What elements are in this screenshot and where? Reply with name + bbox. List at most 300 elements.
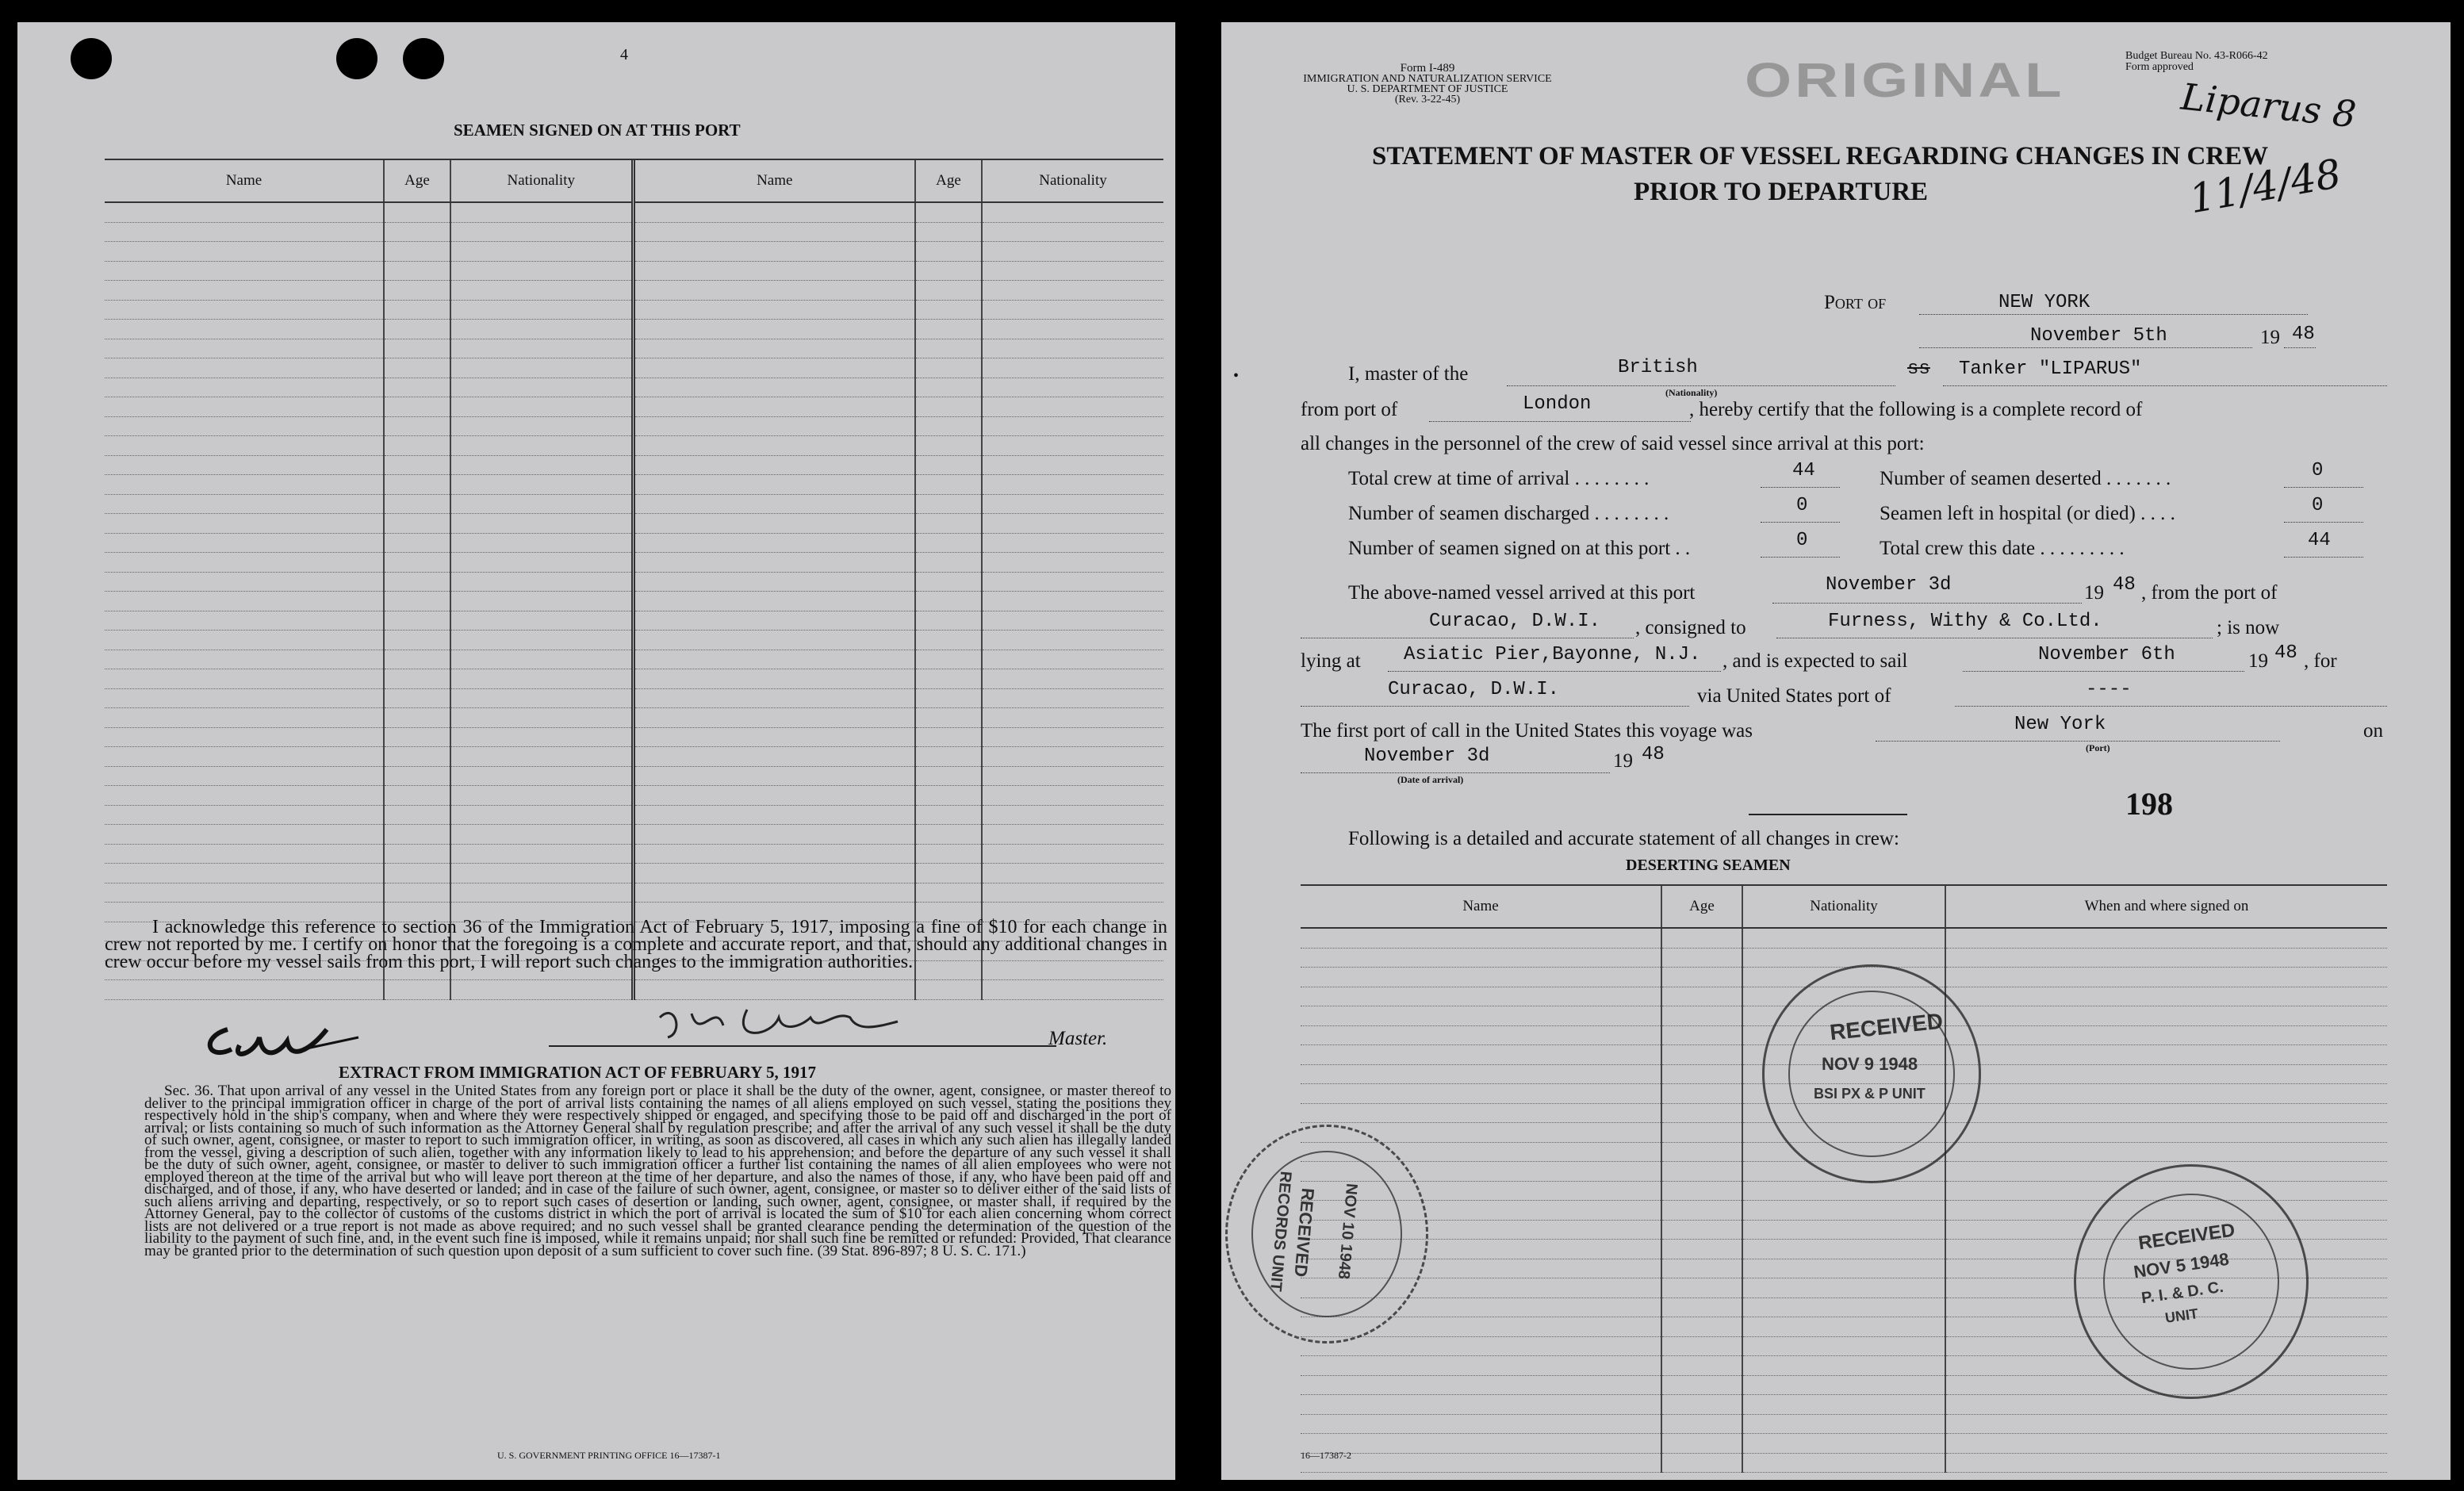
table-cell	[105, 261, 384, 281]
table-cell	[982, 494, 1163, 514]
stamp-text: BSI PX & P UNIT	[1814, 1086, 1926, 1102]
table-cell	[1742, 1453, 1945, 1473]
budget-header	[2125, 51, 2268, 73]
table-row	[1301, 928, 2387, 948]
table-cell	[1661, 1259, 1742, 1278]
table-cell	[384, 416, 450, 436]
table-row	[105, 553, 1163, 573]
table-row	[105, 358, 1163, 378]
table-cell	[450, 708, 633, 728]
value-line	[2284, 557, 2363, 558]
table-cell	[450, 222, 633, 242]
table-cell	[633, 825, 915, 845]
form-header	[1293, 63, 1562, 105]
table-cell	[450, 650, 633, 669]
table-cell	[1301, 987, 1661, 1006]
form-number: Form I-489	[1400, 62, 1455, 75]
table-cell	[633, 222, 915, 242]
column-header: Name	[633, 160, 915, 202]
table-cell	[384, 533, 450, 553]
table-cell	[915, 805, 982, 825]
table-cell	[384, 650, 450, 669]
table-cell	[450, 611, 633, 631]
table-row	[105, 727, 1163, 747]
destination-line	[1301, 706, 1689, 707]
table-row	[1301, 1453, 2387, 1473]
table-cell	[384, 727, 450, 747]
table-cell	[1301, 948, 1661, 968]
table-row	[105, 980, 1163, 1000]
table-row	[105, 844, 1163, 864]
first-port-label: The first port of call in the United States this voyage was	[1301, 720, 1753, 742]
table-cell	[1301, 1395, 1661, 1415]
table-cell	[982, 669, 1163, 689]
table-cell	[450, 864, 633, 883]
table-cell	[450, 320, 633, 339]
table-cell	[384, 766, 450, 786]
table-cell	[105, 222, 384, 242]
table-cell	[1661, 1240, 1742, 1259]
table-cell	[1945, 987, 2387, 1006]
table-cell	[1301, 1434, 1661, 1454]
records-stamp	[1225, 1125, 1428, 1343]
table-cell	[450, 688, 633, 708]
stamp-text: RECEIVED	[1290, 1186, 1319, 1278]
total-crew-date-value: 44	[2308, 530, 2331, 551]
table-cell	[915, 572, 982, 592]
port-of-label: Port of	[1824, 292, 1887, 313]
table-cell	[633, 281, 915, 301]
table-cell	[105, 436, 384, 456]
table-cell	[384, 514, 450, 534]
table-cell	[1661, 1395, 1742, 1415]
table-row	[105, 805, 1163, 825]
stamp-text: P. I. & D. C.	[2140, 1278, 2225, 1308]
table-cell	[915, 397, 982, 417]
column-header: Name	[105, 160, 384, 202]
table-cell	[633, 864, 915, 883]
table-cell	[633, 494, 915, 514]
table-cell	[384, 455, 450, 475]
table-cell	[1742, 1395, 1945, 1415]
master-signature	[644, 994, 914, 1049]
destination-value: Curacao, D.W.I.	[1388, 679, 1560, 700]
table-cell	[105, 572, 384, 592]
nationality-value: British	[1618, 357, 1698, 378]
table-cell	[915, 786, 982, 806]
hospital-value: 0	[2312, 495, 2324, 516]
table-cell	[982, 261, 1163, 281]
table-cell	[915, 202, 982, 222]
column-header: Name	[1301, 886, 1661, 928]
acknowledgement-text: I acknowledge this reference to section 36 of the Immigration Act of February 5, 1917, imposing a fine of $10 for each change in crew not reported by me. I certify on honor that the foregoing is a complete and accurate report, and that, should any additional changes in crew occur before my vessel sails from this port, I will report such changes to the immigration authorities.	[105, 917, 1167, 972]
table-cell	[915, 533, 982, 553]
table-cell	[450, 242, 633, 262]
table-cell	[982, 825, 1163, 845]
table-cell	[384, 320, 450, 339]
table-cell	[1661, 1084, 1742, 1104]
table-cell	[1661, 1103, 1742, 1123]
table-cell	[633, 455, 915, 475]
table-cell	[1301, 1414, 1661, 1434]
table-cell	[633, 378, 915, 397]
column-header: Nationality	[982, 160, 1163, 202]
handwritten-date: 11/4/48	[2186, 150, 2345, 223]
deserted-value: 0	[2312, 460, 2324, 481]
table-cell	[105, 747, 384, 767]
stamp-text: NOV 10 1948	[1334, 1182, 1361, 1280]
table-cell	[384, 864, 450, 883]
table-cell	[105, 786, 384, 806]
table-cell	[384, 358, 450, 378]
table-cell	[384, 222, 450, 242]
table-cell	[982, 281, 1163, 301]
table-cell	[1301, 1045, 1661, 1065]
value-line	[2284, 487, 2363, 488]
table-cell	[1742, 1181, 1945, 1201]
year-prefix: 19	[2260, 327, 2280, 348]
table-cell	[384, 300, 450, 320]
extract-title: EXTRACT FROM IMMIGRATION ACT OF FEBRUARY 5, 1917	[339, 1063, 817, 1082]
deserted-label: Number of seamen deserted . . . . . . .	[1880, 468, 2171, 489]
table-cell	[450, 300, 633, 320]
table-cell	[982, 727, 1163, 747]
table-cell	[633, 339, 915, 358]
first-port-year-prefix: 19	[1613, 750, 1633, 772]
table-cell	[1301, 928, 1661, 948]
table-cell	[105, 397, 384, 417]
column-header: Nationality	[450, 160, 633, 202]
pidc-stamp	[2074, 1164, 2309, 1399]
table-cell	[1301, 1375, 1661, 1395]
table-cell	[105, 494, 384, 514]
stamp-text: RECEIVED	[1828, 1008, 1945, 1045]
table-cell	[982, 708, 1163, 728]
table-cell	[915, 611, 982, 631]
table-cell	[1742, 1434, 1945, 1454]
table-cell	[1661, 948, 1742, 968]
first-port-year: 48	[1642, 744, 1665, 765]
table-cell	[1301, 1006, 1661, 1026]
table-cell	[1945, 1045, 2387, 1065]
table-cell	[982, 455, 1163, 475]
from-port-label: from port of	[1301, 399, 1398, 420]
table-cell	[982, 242, 1163, 262]
table-cell	[1742, 1201, 1945, 1221]
table-cell	[384, 397, 450, 417]
table-cell	[1661, 1336, 1742, 1356]
table-row	[105, 397, 1163, 417]
table-cell	[105, 242, 384, 262]
table-cell	[915, 980, 982, 1000]
table-row	[105, 281, 1163, 301]
column-header: When and where signed on	[1945, 886, 2387, 928]
arrived-label: The above-named vessel arrived at this port	[1348, 582, 1696, 604]
extract-text: Sec. 36. That upon arrival of any vessel in the United States from any foreign port or place it shall be the duty of the owner, agent, consignee, or master thereof to deliver to the principal immigration officer in charge of the port of arrival lists containing the names of all aliens employed on such vessel, stating the positions they respectively hold in the ship's company, when and where they were respectively shipped or engaged, and specifying those to be paid off and discharged in the port of arrival; or lists containing so much of such information as the Attorney General shall by regulation prescribe; and after the arrival of any such vessel it shall be the duty of such owner, agent, consignee, or master to report to such immigration officer, in writing, as soon as discovered, all cases in which any such alien has illegally landed from the vessel, giving a description of such alien, together with any information likely to lead to his apprehension; and before the departure of any such vessel it shall be the duty of such owner, agent, consignee, or master to deliver to such immigration officer a further list containing the names of all alien employees who were not employed thereon at the time of the arrival but who will leave port thereon at the time of her departure, and also the names of those, if any, who have been paid off and discharged, and of those, if any, who have deserted or landed; and in case of the failure of such owner, agent, consignee, or master so to deliver either of the said lists of such aliens arriving and departing, respectively, or so to report such cases of desertion or landing, such owner, agent, consignee, or master shall, if required by the Attorney General, pay to the collector of customs of the customs district in which the port of arrival is located the sum of $10 for each alien concerning whom correct lists are not delivered or a true report is not made as above required; and no such vessel shall be granted clearance pending the determination of the question of the liability to the payment of such fine, and, in the event such fine is imposed, while it remains unpaid; nor shall such fine be remitted or refunded: Provided, That clearance may be granted prior to the determination of such question upon deposit of a sum sufficient to cover such fine. (39 Stat. 896-897; 8 U. S. C. 171.)	[144, 1083, 1171, 1259]
table-cell	[982, 650, 1163, 669]
punch-hole	[71, 38, 112, 79]
table-cell	[1661, 1414, 1742, 1434]
table-cell	[105, 825, 384, 845]
on-label: on	[2363, 720, 2383, 742]
printer-line: U. S. GOVERNMENT PRINTING OFFICE 16—17387-1	[497, 1450, 721, 1461]
date-value: November 5th	[2030, 325, 2167, 347]
table-cell	[105, 514, 384, 534]
table-cell	[105, 553, 384, 573]
table-cell	[384, 261, 450, 281]
table-cell	[633, 611, 915, 631]
table-row	[105, 669, 1163, 689]
table-cell	[105, 339, 384, 358]
initials-signature	[184, 1006, 366, 1069]
table-cell	[105, 805, 384, 825]
table-cell	[982, 300, 1163, 320]
table-cell	[915, 766, 982, 786]
table-row	[105, 864, 1163, 883]
table-cell	[384, 339, 450, 358]
table-cell	[982, 378, 1163, 397]
table-cell	[450, 475, 633, 495]
table-cell	[915, 708, 982, 728]
signed-on-label: Number of seamen signed on at this port . .	[1348, 538, 1691, 559]
table-cell	[105, 455, 384, 475]
table-cell	[384, 592, 450, 611]
table-cell	[450, 805, 633, 825]
table-cell	[633, 397, 915, 417]
table-cell	[105, 669, 384, 689]
table-row	[105, 261, 1163, 281]
table-cell	[1661, 1025, 1742, 1045]
table-cell	[450, 786, 633, 806]
table-cell	[384, 825, 450, 845]
port-caption: (Port)	[2086, 742, 2110, 753]
table-cell	[384, 572, 450, 592]
table-cell	[915, 455, 982, 475]
table-cell	[982, 572, 1163, 592]
table-cell	[105, 883, 384, 903]
table-cell	[982, 766, 1163, 786]
table-cell	[450, 766, 633, 786]
via-line	[1955, 706, 2387, 707]
table-row	[105, 494, 1163, 514]
first-port-date-line	[1301, 772, 1610, 773]
table-row	[105, 378, 1163, 397]
table-row	[1301, 1395, 2387, 1415]
value-line	[1761, 487, 1840, 488]
table-cell	[915, 864, 982, 883]
table-cell	[633, 436, 915, 456]
table-cell	[450, 281, 633, 301]
table-cell	[633, 300, 915, 320]
table-cell	[633, 747, 915, 767]
table-cell	[105, 611, 384, 631]
certify-text: , hereby certify that the following is a complete record of	[1689, 399, 2143, 420]
port-of-line	[1919, 314, 2308, 315]
master-signature-line	[549, 1045, 1056, 1047]
table-cell	[633, 883, 915, 903]
table-row	[105, 631, 1163, 650]
first-port-line	[1876, 741, 2280, 742]
table-cell	[633, 766, 915, 786]
table-cell	[450, 533, 633, 553]
table-cell	[450, 202, 633, 222]
table-cell	[633, 553, 915, 573]
agency-line: U. S. DEPARTMENT OF JUSTICE	[1347, 83, 1508, 95]
table-cell	[982, 202, 1163, 222]
table-cell	[384, 281, 450, 301]
expected-label: , and is expected to sail	[1723, 650, 1908, 672]
table-cell	[915, 436, 982, 456]
table-row	[105, 786, 1163, 806]
table-cell	[1661, 1317, 1742, 1337]
original-stamp: ORIGINAL	[1745, 53, 2065, 108]
table-cell	[1945, 1395, 2387, 1415]
table-cell	[982, 397, 1163, 417]
table-cell	[105, 592, 384, 611]
table-cell	[982, 436, 1163, 456]
date-arrival-caption: (Date of arrival)	[1397, 774, 1464, 785]
table-row	[105, 222, 1163, 242]
sail-year-prefix: 19	[2248, 650, 2268, 672]
table-cell	[1661, 1006, 1742, 1026]
table-cell	[982, 980, 1163, 1000]
table-cell	[1301, 1025, 1661, 1045]
revision: (Rev. 3-22-45)	[1394, 94, 1461, 105]
table-cell	[1742, 1317, 1945, 1337]
table-cell	[1661, 1453, 1742, 1473]
table-cell	[1301, 1356, 1661, 1376]
table-cell	[105, 650, 384, 669]
table-cell	[384, 786, 450, 806]
table-cell	[915, 669, 982, 689]
table-row	[105, 650, 1163, 669]
discharged-value: 0	[1796, 495, 1808, 516]
table-cell	[1301, 1103, 1661, 1123]
table-cell	[450, 727, 633, 747]
first-port-date: November 3d	[1364, 746, 1490, 767]
table-cell	[1661, 1162, 1742, 1182]
table-cell	[982, 864, 1163, 883]
table-cell	[1742, 1414, 1945, 1434]
table-row	[105, 436, 1163, 456]
table-cell	[915, 222, 982, 242]
table-cell	[450, 844, 633, 864]
table-cell	[105, 202, 384, 222]
bullet: •	[1233, 367, 1240, 385]
stamp-text: RECORDS UNIT	[1266, 1170, 1295, 1293]
column-header: Nationality	[1742, 886, 1945, 928]
table-cell	[1661, 1375, 1742, 1395]
table-cell	[982, 805, 1163, 825]
table-cell	[915, 475, 982, 495]
table-cell	[105, 708, 384, 728]
for-label: , for	[2304, 650, 2337, 672]
table-cell	[105, 416, 384, 436]
table-cell	[633, 533, 915, 553]
table-cell	[1945, 1142, 2387, 1162]
table-cell	[915, 281, 982, 301]
via-value: ----	[2086, 679, 2132, 700]
table-cell	[633, 650, 915, 669]
table-cell	[633, 261, 915, 281]
table-cell	[1742, 948, 1945, 968]
table-cell	[982, 320, 1163, 339]
table-cell	[450, 436, 633, 456]
table-cell	[915, 339, 982, 358]
column-header: Age	[915, 160, 982, 202]
table-cell	[982, 358, 1163, 378]
table-cell	[1742, 1297, 1945, 1317]
right-page	[1221, 22, 2451, 1480]
discharged-label: Number of seamen discharged . . . . . . . .	[1348, 503, 1669, 524]
table-cell	[982, 844, 1163, 864]
table-cell	[105, 300, 384, 320]
nationality-line	[1507, 385, 1895, 386]
form-approved: Form approved	[2125, 61, 2194, 73]
table-row	[105, 533, 1163, 553]
table-cell	[915, 883, 982, 903]
table-row	[105, 416, 1163, 436]
table-cell	[1945, 948, 2387, 968]
table-cell	[633, 358, 915, 378]
arrived-year: 48	[2113, 574, 2136, 596]
table-cell	[633, 727, 915, 747]
all-changes-text: all changes in the personnel of the crew of said vessel since arrival at this port:	[1301, 433, 1925, 454]
table-cell	[450, 553, 633, 573]
table-cell	[1661, 1123, 1742, 1143]
table-cell	[1945, 1025, 2387, 1045]
table-cell	[982, 786, 1163, 806]
lying-at-line	[1388, 671, 1721, 672]
table-row	[105, 320, 1163, 339]
table-cell	[915, 378, 982, 397]
table-cell	[633, 592, 915, 611]
table-cell	[1301, 1336, 1661, 1356]
table-cell	[915, 631, 982, 650]
nationality-caption: (Nationality)	[1665, 387, 1718, 398]
table-cell	[1301, 1084, 1661, 1104]
table-row	[105, 747, 1163, 767]
punch-hole	[336, 38, 377, 79]
deserting-title: DESERTING SEAMEN	[1626, 857, 1791, 874]
table-cell	[450, 339, 633, 358]
table-cell	[633, 202, 915, 222]
table-cell	[915, 825, 982, 845]
table-cell	[633, 631, 915, 650]
table-cell	[982, 747, 1163, 767]
table-cell	[633, 708, 915, 728]
table-cell	[1661, 1220, 1742, 1240]
table-row	[105, 475, 1163, 495]
arrived-date: November 3d	[1826, 574, 1952, 596]
table-cell	[450, 455, 633, 475]
vessel-value: Tanker "LIPARUS"	[1959, 358, 2142, 380]
table-cell	[982, 533, 1163, 553]
table-row	[105, 688, 1163, 708]
form-title: STATEMENT OF MASTER OF VESSEL REGARDING CHANGES IN CREW	[1372, 142, 2269, 171]
following-text: Following is a detailed and accurate statement of all changes in crew:	[1348, 828, 1899, 849]
table-cell	[633, 786, 915, 806]
hospital-label: Seamen left in hospital (or died) . . . .	[1880, 503, 2175, 524]
table-row	[105, 455, 1163, 475]
table-cell	[384, 844, 450, 864]
table-cell	[915, 494, 982, 514]
vessel-line	[1943, 385, 2387, 386]
table-cell	[450, 378, 633, 397]
table-cell	[633, 669, 915, 689]
table-cell	[1661, 1356, 1742, 1376]
table-cell	[1661, 1045, 1742, 1065]
